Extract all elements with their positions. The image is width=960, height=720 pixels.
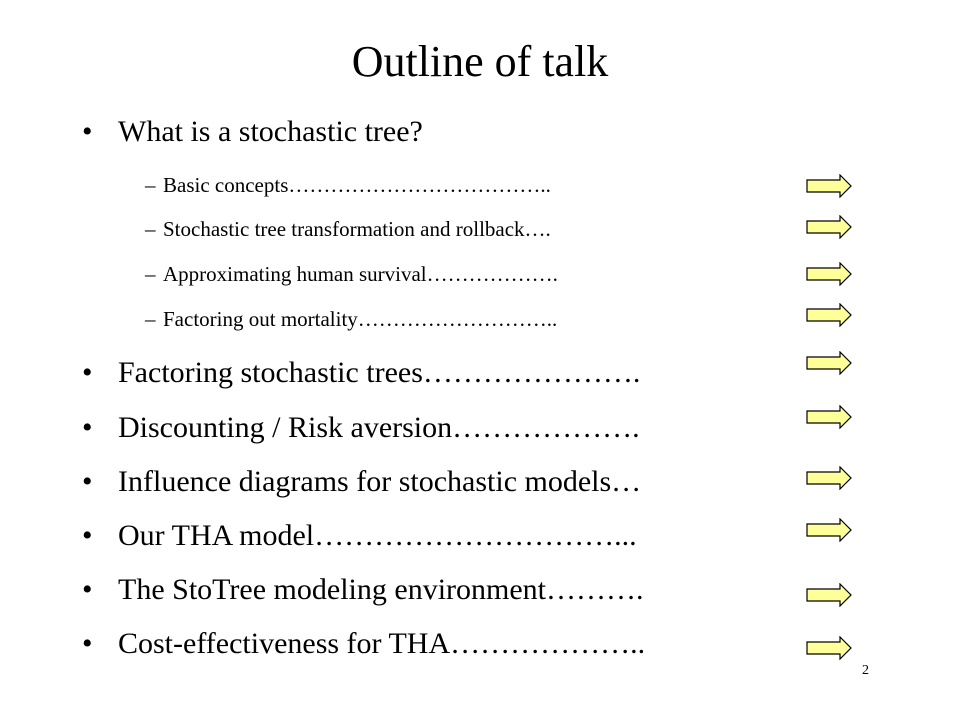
bullet-marker: • (82, 627, 93, 660)
goto-influence-diagrams-button[interactable] (806, 466, 852, 490)
goto-stotree-button[interactable] (806, 583, 852, 607)
right-arrow-icon (806, 466, 852, 490)
right-arrow-icon (806, 262, 852, 286)
outline-item-influence-diagrams: Influence diagrams for stochastic models… (118, 465, 642, 498)
right-arrow-icon (806, 303, 852, 327)
outline-item-stochastic-tree: What is a stochastic tree? (118, 115, 423, 148)
right-arrow-icon (806, 636, 852, 660)
sub-dash-marker: – (145, 307, 156, 331)
bullet-marker: • (82, 465, 93, 498)
goto-basic-concepts-button[interactable] (806, 174, 852, 198)
goto-tha-model-button[interactable] (806, 518, 852, 542)
goto-transformation-rollback-button[interactable] (806, 215, 852, 239)
bullet-marker: • (82, 573, 93, 606)
goto-human-survival-button[interactable] (806, 262, 852, 286)
outline-subitem-human-survival: Approximating human survival………………. (163, 262, 558, 286)
bullet-marker: • (82, 519, 93, 552)
outline-item-discounting: Discounting / Risk aversion………………. (118, 411, 640, 444)
bullet-marker: • (82, 356, 93, 389)
goto-cost-effectiveness-button[interactable] (806, 636, 852, 660)
slide-title: Outline of talk (351, 37, 609, 86)
outline-item-cost-effectiveness: Cost-effectiveness for THA……………….. (118, 627, 646, 660)
bullet-marker: • (82, 411, 93, 444)
outline-subitem-basic-concepts: Basic concepts……………………………….. (163, 173, 551, 197)
sub-dash-marker: – (145, 217, 156, 241)
outline-item-tha-model: Our THA model…………………………... (118, 519, 637, 552)
outline-item-factoring-trees: Factoring stochastic trees…………………. (118, 356, 641, 389)
sub-dash-marker: – (145, 262, 156, 286)
outline-item-stotree: The StoTree modeling environment………. (118, 573, 644, 606)
goto-factoring-trees-button[interactable] (806, 351, 852, 375)
goto-factoring-mortality-button[interactable] (806, 303, 852, 327)
right-arrow-icon (806, 351, 852, 375)
outline-subitem-transformation-rollback: Stochastic tree transformation and rollback…. (163, 217, 551, 241)
right-arrow-icon (806, 518, 852, 542)
outline-subitem-factoring-mortality: Factoring out mortality……………………….. (163, 307, 558, 331)
right-arrow-icon (806, 174, 852, 198)
right-arrow-icon (806, 215, 852, 239)
page-number: 2 (862, 663, 869, 678)
right-arrow-icon (806, 583, 852, 607)
sub-dash-marker: – (145, 173, 156, 197)
bullet-marker: • (82, 115, 93, 148)
right-arrow-icon (806, 405, 852, 429)
goto-discounting-button[interactable] (806, 405, 852, 429)
